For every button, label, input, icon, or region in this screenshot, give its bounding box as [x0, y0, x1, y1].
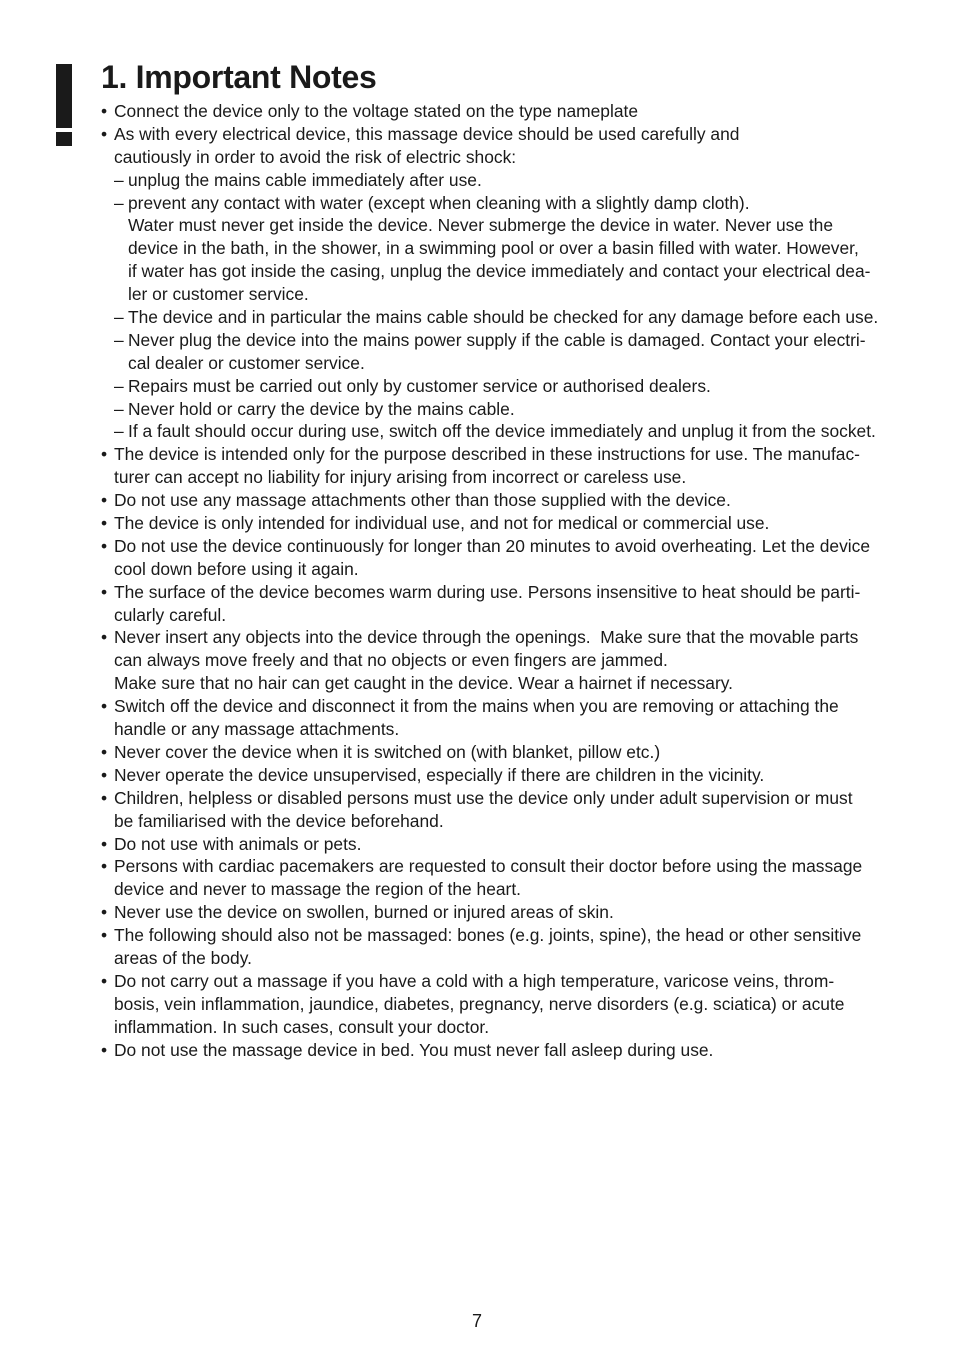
- note-text: Repairs must be carried out only by customer service or authorised dealers.: [128, 375, 711, 396]
- bullet-mark: •: [101, 856, 108, 877]
- note-text: Make sure that no hair can get caught in the device. Wear a hairnet if necessary.: [114, 673, 733, 694]
- dash-mark: –: [114, 375, 124, 396]
- dash-subitem: [101, 375, 896, 398]
- bullet-item: [101, 970, 896, 993]
- bullet-item: [101, 764, 896, 787]
- notes-list: [101, 100, 896, 1061]
- note-text: Persons with cardiac pacemakers are requested to consult their doctor before using the massage: [114, 856, 863, 877]
- bullet-mark: •: [101, 741, 108, 762]
- continuation-line: [101, 604, 896, 627]
- note-text: Never insert any objects into the device through the openings. Make sure that the movable parts: [114, 627, 859, 648]
- dash-subitem: [101, 329, 896, 352]
- continuation-line: [101, 214, 896, 237]
- continuation-line: [101, 947, 896, 970]
- bullet-item: [101, 535, 896, 558]
- dash-subitem: [101, 306, 896, 329]
- note-text: device and never to massage the region of the heart.: [114, 879, 522, 900]
- note-text: handle or any massage attachments.: [114, 719, 400, 740]
- bullet-mark: •: [101, 764, 108, 785]
- note-text: Never operate the device unsupervised, especially if there are children in the vicinity.: [114, 764, 765, 785]
- exclamation-icon-bar: [56, 64, 72, 128]
- note-text: Never plug the device into the mains power supply if the cable is damaged. Contact your electri-: [128, 329, 866, 350]
- note-text: The device and in particular the mains cable should be checked for any damage before each use.: [128, 307, 879, 328]
- dash-subitem: [101, 420, 896, 443]
- note-text: Water must never get inside the device. Never submerge the device in water. Never use the: [128, 215, 833, 236]
- continuation-line: [101, 672, 896, 695]
- bullet-item: [101, 581, 896, 604]
- dash-mark: –: [114, 169, 124, 190]
- dash-subitem: [101, 398, 896, 421]
- note-text: As with every electrical device, this massage device should be used carefully and: [114, 123, 740, 144]
- bullet-item: [101, 901, 896, 924]
- note-text: Do not use with animals or pets.: [114, 833, 362, 854]
- bullet-item: [101, 1039, 896, 1062]
- dash-subitem: [101, 192, 896, 215]
- bullet-item: [101, 833, 896, 856]
- note-text: If a fault should occur during use, switch off the device immediately and unplug it from the socket.: [128, 421, 876, 442]
- bullet-item: [101, 695, 896, 718]
- bullet-item: [101, 489, 896, 512]
- continuation-line: [101, 878, 896, 901]
- bullet-item: [101, 443, 896, 466]
- note-text: Children, helpless or disabled persons must use the device only under adult supervision or must: [114, 787, 853, 808]
- page-title: 1. Important Notes: [101, 59, 377, 95]
- bullet-mark: •: [101, 1039, 108, 1060]
- bullet-item: [101, 100, 896, 123]
- dash-subitem: [101, 169, 896, 192]
- note-text: The surface of the device becomes warm during use. Persons insensitive to heat should be parti-: [114, 581, 861, 602]
- bullet-item: [101, 123, 896, 146]
- dash-mark: –: [114, 421, 124, 442]
- note-text: turer can accept no liability for injury arising from incorrect or careless use.: [114, 467, 687, 488]
- dash-mark: –: [114, 192, 124, 213]
- page-number: 7: [471, 1311, 482, 1331]
- continuation-line: [101, 146, 896, 169]
- bullet-item: [101, 741, 896, 764]
- note-text: Never use the device on swollen, burned or injured areas of skin.: [114, 902, 614, 923]
- note-text: areas of the body.: [114, 947, 252, 968]
- dash-mark: –: [114, 307, 124, 328]
- note-text: inflammation. In such cases, consult your doctor.: [114, 1016, 490, 1037]
- continuation-line: [101, 237, 896, 260]
- bullet-item: [101, 924, 896, 947]
- note-text: cautiously in order to avoid the risk of electric shock:: [114, 146, 517, 167]
- bullet-mark: •: [101, 490, 108, 511]
- note-text: be familiarised with the device beforehand.: [114, 810, 444, 831]
- note-text: can always move freely and that no objects or even fingers are jammed.: [114, 650, 668, 671]
- dash-mark: –: [114, 398, 124, 419]
- note-text: The device is only intended for individual use, and not for medical or commercial use.: [114, 513, 770, 534]
- note-text: if water has got inside the casing, unplug the device immediately and contact your electrical dea-: [128, 261, 871, 282]
- bullet-mark: •: [101, 833, 108, 854]
- note-text: bosis, vein inflammation, jaundice, diabetes, pregnancy, nerve disorders (e.g. sciatica) or acute: [114, 993, 845, 1014]
- continuation-line: [101, 466, 896, 489]
- note-text: Do not use the massage device in bed. You must never fall asleep during use.: [114, 1039, 714, 1060]
- bullet-mark: •: [101, 513, 108, 534]
- bullet-item: [101, 787, 896, 810]
- note-text: Do not carry out a massage if you have a cold with a high temperature, varicose veins, throm-: [114, 970, 835, 991]
- continuation-line: [101, 810, 896, 833]
- bullet-mark: •: [101, 925, 108, 946]
- bullet-mark: •: [101, 787, 108, 808]
- continuation-line: [101, 649, 896, 672]
- note-text: The device is intended only for the purpose described in these instructions for use. The manufac-: [114, 444, 860, 465]
- continuation-line: [101, 352, 896, 375]
- note-text: ler or customer service.: [128, 284, 309, 305]
- exclamation-icon-dot: [56, 132, 72, 146]
- continuation-line: [101, 558, 896, 581]
- note-text: device in the bath, in the shower, in a swimming pool or over a basin filled with water. However,: [128, 238, 859, 259]
- bullet-mark: •: [101, 970, 108, 991]
- bullet-item: [101, 512, 896, 535]
- bullet-mark: •: [101, 696, 108, 717]
- bullet-item: [101, 855, 896, 878]
- note-text: Do not use the device continuously for longer than 20 minutes to avoid overheating. Let the device: [114, 535, 871, 556]
- continuation-line: [101, 283, 896, 306]
- bullet-mark: •: [101, 581, 108, 602]
- continuation-line: [101, 993, 896, 1016]
- bullet-mark: •: [101, 444, 108, 465]
- note-text: Connect the device only to the voltage stated on the type nameplate: [114, 101, 639, 121]
- bullet-mark: •: [101, 535, 108, 556]
- continuation-line: [101, 260, 896, 283]
- note-text: unplug the mains cable immediately after use.: [128, 169, 482, 190]
- continuation-line: [101, 718, 896, 741]
- note-text: Never hold or carry the device by the mains cable.: [128, 398, 515, 419]
- note-text: cool down before using it again.: [114, 558, 359, 579]
- bullet-mark: •: [101, 902, 108, 923]
- note-text: Switch off the device and disconnect it from the mains when you are removing or attaching the: [114, 696, 839, 717]
- note-text: cal dealer or customer service.: [128, 352, 365, 373]
- note-text: Never cover the device when it is switched on (with blanket, pillow etc.): [114, 741, 661, 762]
- bullet-mark: •: [101, 101, 108, 121]
- bullet-item: [101, 626, 896, 649]
- note-text: The following should also not be massaged: bones (e.g. joints, spine), the head or other sensitive: [114, 925, 862, 946]
- note-text: cularly careful.: [114, 604, 227, 625]
- dash-mark: –: [114, 329, 124, 350]
- exclamation-icon: [56, 64, 72, 146]
- continuation-line: [101, 1016, 896, 1039]
- bullet-mark: •: [101, 627, 108, 648]
- note-text: Do not use any massage attachments other than those supplied with the device.: [114, 490, 731, 511]
- note-text: prevent any contact with water (except when cleaning with a slightly damp cloth).: [128, 192, 750, 213]
- bullet-mark: •: [101, 123, 108, 144]
